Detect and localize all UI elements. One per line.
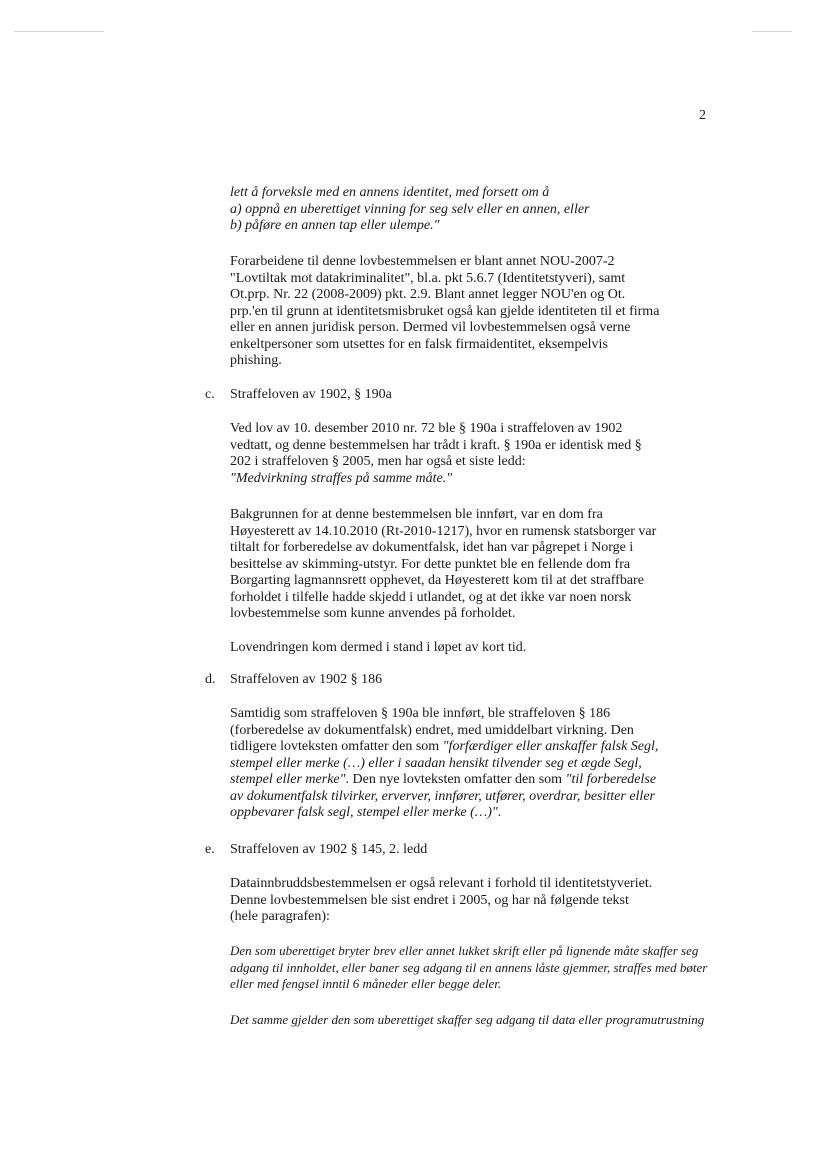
paragraph-text: Samtidig som straffeloven § 190a ble innført, ble straffeloven § 186 (forberedelse av dokumentfalsk) endret, med umiddelbart virkning. Den tidligere lovteksten omfatter den som [230,706,634,754]
section-title: Straffeloven av 1902 § 186 [230,672,383,687]
quote-line: adgang til innholdet, eller baner seg adgang til en annens låste gjemmer, straffes med bøter [230,959,708,975]
section-c-heading [205,387,675,404]
section-c-paragraph-3 [230,640,678,657]
quoted-text: "forfærdiger eller anskaffer falsk Segl, stempel eller merke (…) eller i saadan hensikt tilvender seg et ægde Segl, stempel eller merke" [230,739,659,787]
paragraph-line: Forarbeidene til denne lovbestemmelsen er blant annet NOU-2007-2 [230,254,615,269]
paragraph-line: Borgarting lagmannsrett opphevet, da Høyesterett kom til at det straffbare [230,573,644,588]
quote-line: lett å forveksle med en annens identitet, med forsett om å [230,185,550,200]
scan-artifact-left [14,31,104,32]
section-e-statute-quote-2 [230,1012,705,1029]
section-e-paragraph-1 [230,876,678,926]
section-letter: c. [205,387,215,402]
paragraph-line: eller en annen juridisk person. Dermed vil lovbestemmelsen også verne [230,320,631,335]
paragraph-line: tiltalt for forberedelse av dokumentfalsk, idet han var pågrepet i Norge i [230,540,634,555]
paragraph-line: vedtatt, og denne bestemmelsen har trådt i kraft. § 190a er identisk med § [230,437,642,453]
paragraph-line: forholdet i tilfelle hadde skjedd i utlandet, og at det ikke var noen norsk [230,589,632,605]
paragraph-line: "Lovtiltak mot datakriminalitet", bl.a. pkt 5.6.7 (Identitetstyveri), samt [230,270,626,286]
section-d-heading [205,672,675,689]
paragraph-line: lovbestemmelse som kunne anvendes på forholdet. [230,606,516,621]
section-title: Straffeloven av 1902, § 190a [230,387,392,402]
paragraph-line: (hele paragrafen): [230,909,330,924]
paragraph-forarbeidene [230,254,678,370]
quote-line: b) påføre en annen tap eller ulempe." [230,218,440,233]
paragraph-line: Høyesterett av 14.10.2010 (Rt-2010-1217), hvor en rumensk statsborger var [230,523,657,539]
quoted-text: "til forberedelse av dokumentfalsk tilvirker, erverver, innfører, utfører, overdrar, besitter eller oppbevarer falsk segl, stempel eller merke (…)" [230,772,657,820]
page-number: 2 [699,108,706,123]
paragraph-text: . Den nye lovteksten omfatter den som [345,772,566,787]
section-title: Straffeloven av 1902 § 145, 2. ledd [230,842,428,857]
paragraph-line: enkeltpersoner som utsettes for en falsk firmaidentitet, eksempelvis [230,336,608,352]
paragraph-line: Denne lovbestemmelsen ble sist endret i 2005, og har nå følgende tekst [230,892,629,908]
section-d-paragraph [230,706,672,822]
paragraph-line: prp.'en til grunn at identitetsmisbruket også kan gjelde identiteten til et firma [230,303,660,319]
quote-line: a) oppnå en uberettiget vinning for seg selv eller en annen, eller [230,201,590,217]
section-e-heading [205,842,675,859]
paragraph-line: phishing. [230,353,282,368]
section-c-paragraph-1 [230,421,678,487]
quote-line: Den som uberettiget bryter brev eller annet lukket skrift eller på lignende måte skaffer seg [230,943,699,958]
paragraph-line: Datainnbruddsbestemmelsen er også relevant i forhold til identitetstyveriet. [230,876,653,891]
paragraph-line: besittelse av skimming-utstyr. For dette punktet ble en fellende dom fra [230,556,631,572]
paragraph-text: . [497,805,502,820]
quoted-text: "Medvirkning straffes på samme måte." [230,470,453,486]
section-c-paragraph-2 [230,507,678,623]
section-letter: d. [205,672,216,687]
paragraph-line: Ved lov av 10. desember 2010 nr. 72 ble § 190a i straffeloven av 1902 [230,421,623,436]
statute-quote-intro [230,185,678,235]
paragraph-line: Lovendringen kom dermed i stand i løpet av kort tid. [230,640,527,655]
quote-line: Det samme gjelder den som uberettiget skaffer seg adgang til data eller programutrustning [230,1012,705,1027]
section-letter: e. [205,842,215,857]
scan-artifact-right [752,31,792,32]
quote-line: eller med fengsel inntil 6 måneder eller begge deler. [230,976,502,991]
paragraph-line: Ot.prp. Nr. 22 (2008-2009) pkt. 2.9. Blant annet legger NOU'en og Ot. [230,287,626,302]
paragraph-line: 202 i straffeloven § 2005, men har også et siste ledd: [230,454,526,469]
section-e-statute-quote [230,943,708,993]
paragraph-line: Bakgrunnen for at denne bestemmelsen ble innført, var en dom fra [230,507,603,522]
